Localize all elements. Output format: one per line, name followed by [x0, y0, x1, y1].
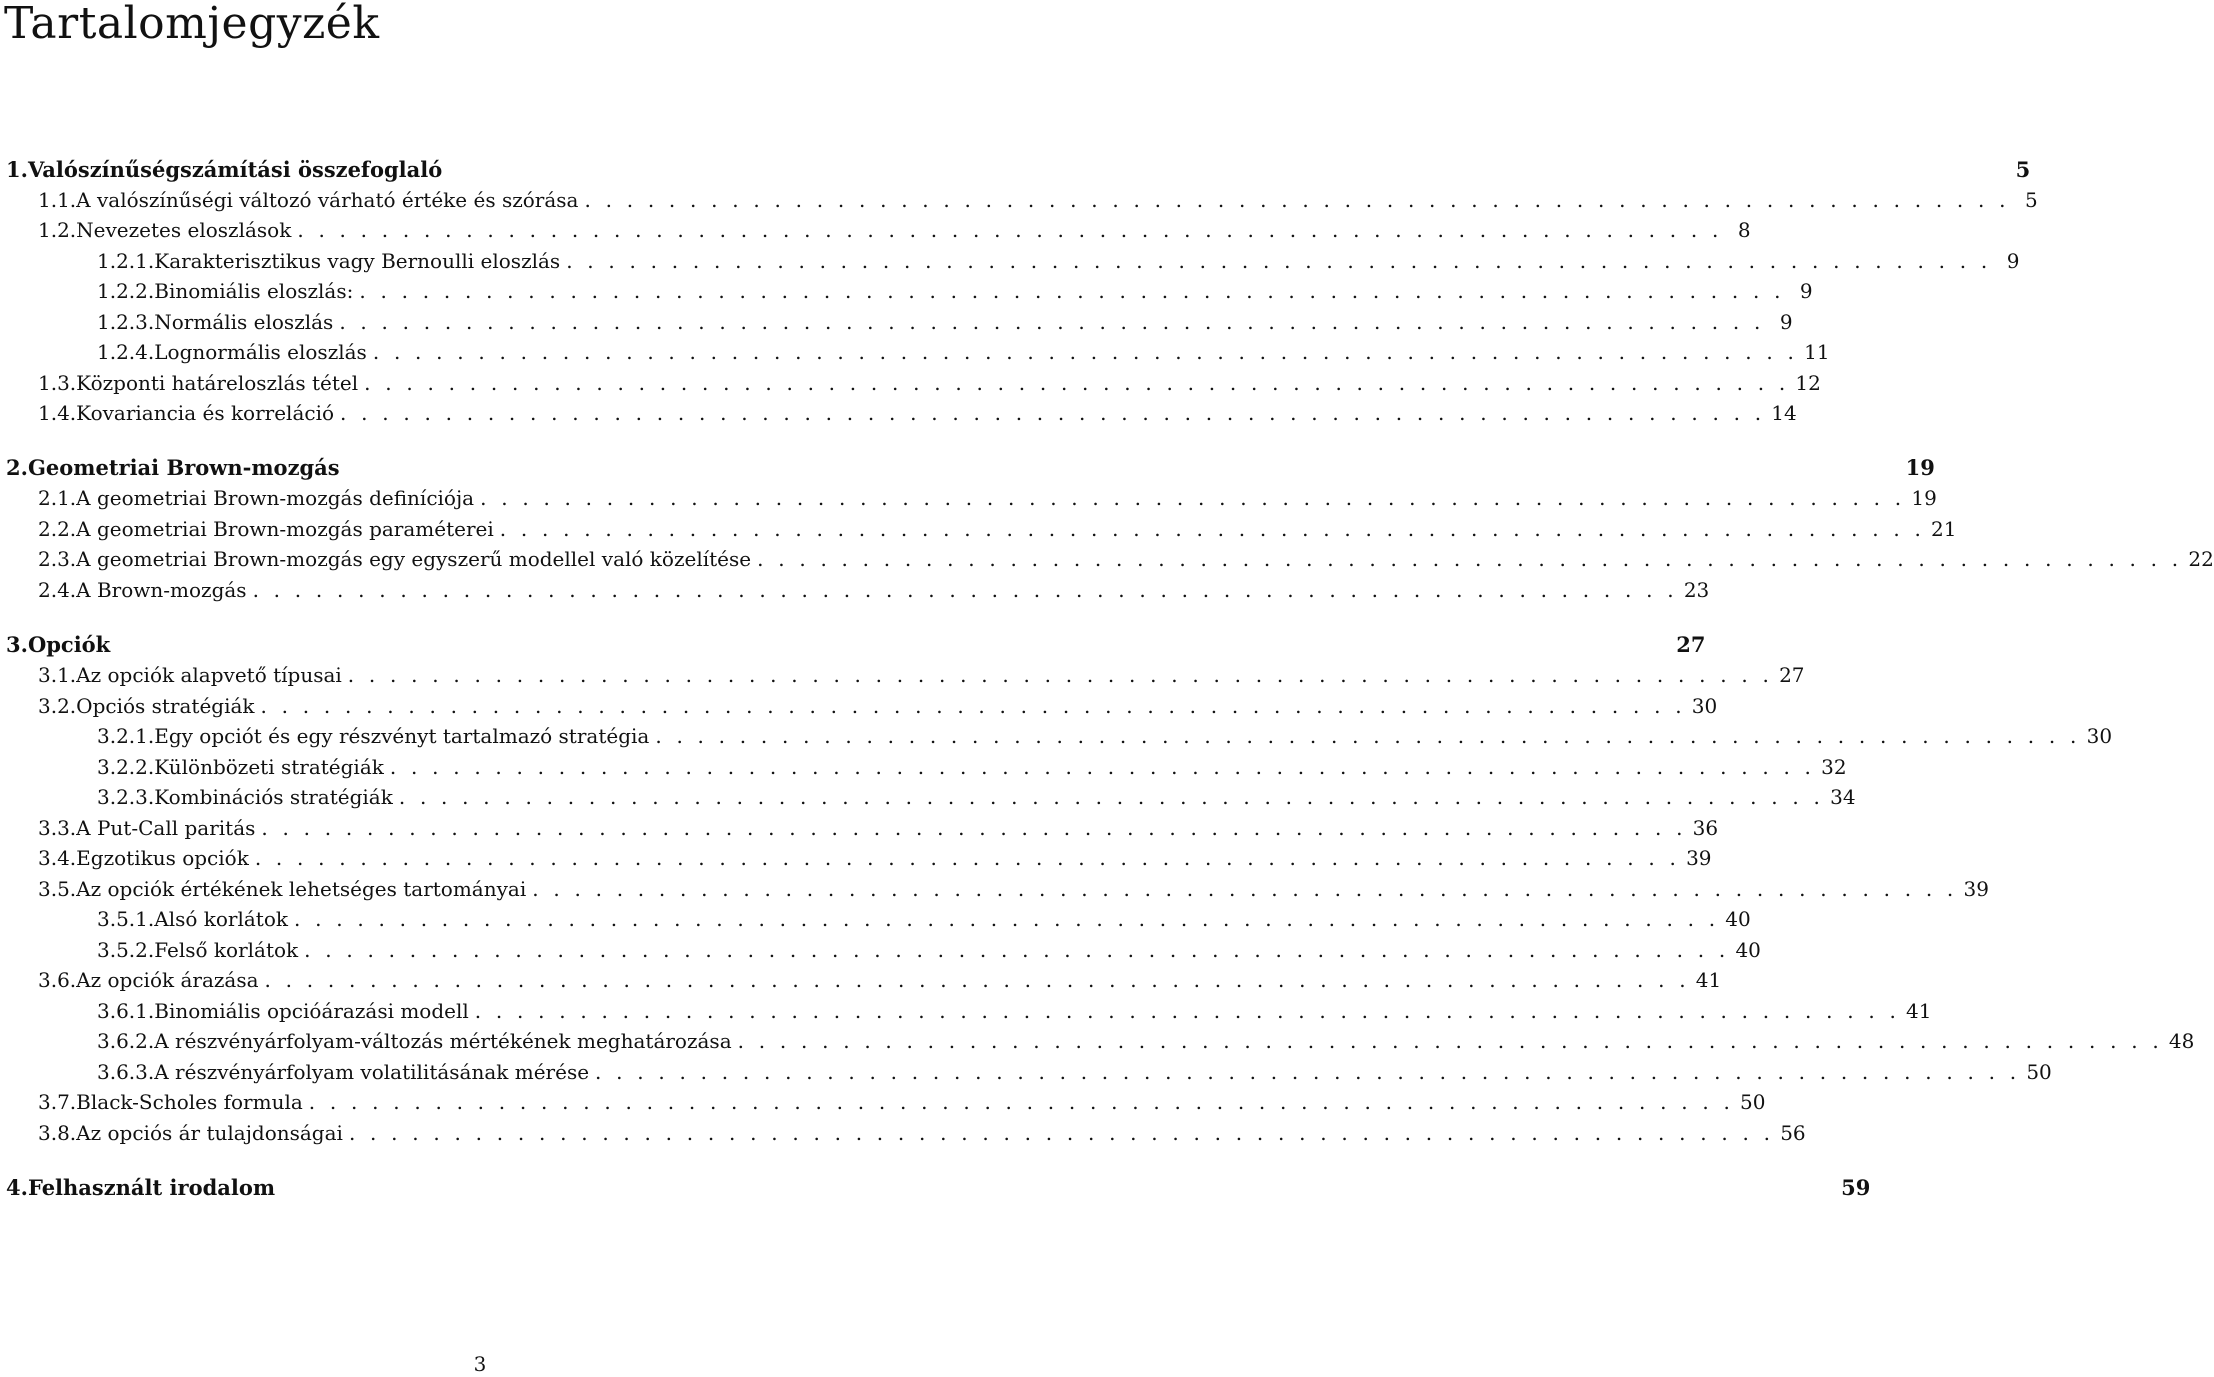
toc-entry-number: 3.6.	[38, 968, 77, 992]
toc-entry-page: 41	[1695, 968, 1722, 992]
toc-entry-page: 40	[1735, 938, 1761, 962]
toc-entry-number: 2.2.	[38, 517, 77, 541]
toc-entry-page: 22	[2188, 547, 2214, 571]
toc-entry-label: A geometriai Brown-mozgás paraméterei	[76, 517, 494, 541]
toc-entry-page: 11	[1804, 340, 1830, 364]
toc-entry-page: 50	[2026, 1060, 2052, 1084]
toc-entry[interactable]	[38, 877, 1989, 901]
toc-entry-page: 40	[1725, 907, 1751, 931]
toc-entry-number: 3.2.3.	[97, 785, 155, 809]
toc-entry-page: 30	[1691, 694, 1718, 718]
toc-entry-page: 32	[1821, 755, 1847, 779]
toc-entry-number: 1.2.3.	[97, 310, 155, 334]
toc-entry[interactable]	[97, 907, 1751, 931]
dot-leader: . . . . . . . . . . . . . . . . . . . . . . . . . . . . . . . . . . . . . . . . . . . . . . . . . . . . . . . . . . . . . . . . . . . .	[359, 279, 1785, 303]
toc-entry-page: 19	[1911, 486, 1937, 510]
dot-leader: . . . . . . . . . . . . . . . . . . . . . . . . . . . . . . . . . . . . . . . . . . . . . . . . . . . . . . . . . . . . . . . . . . . .	[364, 371, 1790, 395]
toc-entry-label: Az opciók értékének lehetséges tartományai	[76, 877, 527, 901]
toc-entry-page: 23	[1683, 578, 1710, 602]
toc-entry-page: 39	[1686, 846, 1712, 870]
toc-entry-page: 9	[1779, 310, 1793, 334]
dot-leader: . . . . . . . . . . . . . . . . . . . . . . . . . . . . . . . . . . . . . . . . . . . . . . . . . . . . . . . . . . . . . . . . . . . .	[297, 218, 1723, 242]
toc-entry-number: 3.5.2.	[97, 938, 155, 962]
toc-entry[interactable]	[97, 1060, 2052, 1084]
toc-entry-page: 5	[2015, 157, 2031, 182]
toc-entry[interactable]	[38, 578, 1710, 602]
toc-entry-label: A geometriai Brown-mozgás definíciója	[76, 486, 475, 510]
toc-entry[interactable]	[97, 249, 2020, 273]
toc-entry-number: 1.3.	[38, 371, 77, 395]
dot-leader: . . . . . . . . . . . . . . . . . . . . . . . . . . . . . . . . . . . . . . . . . . . . . . . . . . . . . . . . . . . . . . . . . . . .	[304, 938, 1730, 962]
toc-entry[interactable]	[38, 371, 1821, 395]
dot-leader: . . . . . . . . . . . . . . . . . . . . . . . . . . . . . . . . . . . . . . . . . . . . . . . . . . . . . . . . . . . . . . . . . . . .	[260, 694, 1686, 718]
toc-entry-page: 14	[1771, 401, 1797, 425]
toc-entry-label: A Put-Call paritás	[76, 816, 256, 840]
toc-entry-label: A Brown-mozgás	[76, 578, 247, 602]
toc-entry[interactable]	[38, 846, 1712, 870]
toc-entry-number: 1.4.	[38, 401, 77, 425]
toc-entry-number: 1.2.	[38, 218, 77, 242]
toc-entry-number: 4.	[6, 1175, 28, 1200]
page-number: 3	[473, 1352, 487, 1376]
toc-entry-number: 3.6.1.	[97, 999, 155, 1023]
toc-entry[interactable]	[38, 663, 1805, 687]
toc-entry-label: Az opciók árazása	[76, 968, 259, 992]
toc-entry-page: 27	[1779, 663, 1805, 687]
toc-entry-number: 3.5.	[38, 877, 77, 901]
toc-entry-number: 3.2.	[38, 694, 77, 718]
toc-entry-number: 3.2.1.	[97, 724, 155, 748]
dot-leader: . . . . . . . . . . . . . . . . . . . . . . . . . . . . . . . . . . . . . . . . . . . . . . . . . . . . . . . . . . . . . . . . . . . .	[340, 401, 1766, 425]
toc-entry-label: Normális eloszlás	[154, 310, 334, 334]
toc-entry-number: 1.1.	[38, 188, 77, 212]
toc-entry[interactable]	[38, 816, 1719, 840]
toc-entry-label: Felső korlátok	[154, 938, 299, 962]
toc-entry-page: 56	[1780, 1121, 1806, 1145]
toc-entry-label: Karakterisztikus vagy Bernoulli eloszlás	[154, 249, 561, 273]
dot-leader: . . . . . . . . . . . . . . . . . . . . . . . . . . . . . . . . . . . . . . . . . . . . . . . . . . . . . . . . . . . . . . . . . . . .	[566, 249, 1992, 273]
toc-entry-page: 8	[1737, 218, 1751, 242]
toc-entry-page: 12	[1795, 371, 1821, 395]
toc-chapter[interactable]	[6, 632, 1706, 657]
toc-entry-number: 3.6.3.	[97, 1060, 155, 1084]
toc-entry[interactable]	[38, 188, 2038, 212]
toc-entry-number: 1.2.4.	[97, 340, 155, 364]
toc-entry[interactable]	[38, 547, 2214, 571]
toc-entry-label: A részvényárfolyam-változás mértékének meghatározása	[154, 1029, 732, 1053]
toc-entry-label: Felhasznált irodalom	[27, 1175, 276, 1200]
dot-leader: . . . . . . . . . . . . . . . . . . . . . . . . . . . . . . . . . . . . . . . . . . . . . . . . . . . . . . . . . . . . . . . . . . . .	[252, 578, 1678, 602]
toc-entry-label: Kombinációs stratégiák	[154, 785, 393, 809]
toc-entry-label: Különbözeti stratégiák	[154, 755, 384, 779]
toc-entry-page: 9	[2006, 249, 2020, 273]
toc-entry-page: 27	[1676, 632, 1706, 657]
toc-entry-number: 1.2.1.	[97, 249, 155, 273]
dot-leader: . . . . . . . . . . . . . . . . . . . . . . . . . . . . . . . . . . . . . . . . . . . . . . . . . . . . . . . . . . . . . . . . . . . .	[372, 340, 1799, 364]
toc-entry-label: Alsó korlátok	[154, 907, 288, 931]
toc-entry-number: 3.1.	[38, 663, 77, 687]
toc-entry-number: 3.8.	[38, 1121, 77, 1145]
toc-entry-page: 30	[2086, 724, 2113, 748]
toc-entry-page: 50	[1740, 1090, 1766, 1114]
toc-entry-label: Lognormális eloszlás	[154, 340, 367, 364]
toc-entry-label: Nevezetes eloszlások	[76, 218, 292, 242]
page-title: Tartalomjegyzék	[4, 0, 380, 49]
dot-leader: . . . . . . . . . . . . . . . . . . . . . . . . . . . . . . . . . . . . . . . . . . . . . . . . . . . . . . . . . . . . . . . . . . . .	[254, 846, 1681, 870]
toc-entry-page: 59	[1841, 1175, 1871, 1200]
toc-entry-page: 48	[2168, 1029, 2195, 1053]
toc-entry-number: 2.1.	[38, 486, 77, 510]
toc-entry-label: Az opciós ár tulajdonságai	[76, 1121, 343, 1145]
dot-leader: . . . . . . . . . . . . . . . . . . . . . . . . . . . . . . . . . . . . . . . . . . . . . . . . . . . . . . . . . . . . . . . . . . . .	[339, 310, 1765, 334]
toc-entry-label: Valószínűségszámítási összefoglaló	[27, 157, 443, 182]
toc-entry-number: 3.4.	[38, 846, 77, 870]
toc-entry[interactable]	[38, 401, 1797, 425]
toc-entry[interactable]	[38, 968, 1722, 992]
toc-entry-number: 3.3.	[38, 816, 77, 840]
dot-leader: . . . . . . . . . . . . . . . . . . . . . . . . . . . . . . . . . . . . . . . . . . . . . . . . . . . . . . . . . . . . . . . . . . . .	[294, 907, 1720, 931]
toc-entry-number: 1.2.2.	[97, 279, 155, 303]
toc-entry[interactable]	[97, 310, 1793, 334]
toc-entry-label: Az opciók alapvető típusai	[76, 663, 342, 687]
toc-entry[interactable]	[97, 279, 1813, 303]
dot-leader: . . . . . . . . . . . . . . . . . . . . . . . . . . . . . . . . . . . . . . . . . . . . . . . . . . . . . . . . . . . . . . . . . . . .	[308, 1090, 1735, 1114]
toc-entry-label: Központi határeloszlás tétel	[76, 371, 359, 395]
toc-entry-number: 3.7.	[38, 1090, 77, 1114]
dot-leader: . . . . . . . . . . . . . . . . . . . . . . . . . . . . . . . . . . . . . . . . . . . . . . . . . . . . . . . . . . . . . . . . . . . .	[737, 1029, 2163, 1053]
toc-entry[interactable]	[38, 218, 1751, 242]
toc-entry-label: Binomiális eloszlás:	[154, 279, 354, 303]
toc-entry[interactable]	[97, 938, 1761, 962]
toc-entry-label: A részvényárfolyam volatilitásának mérése	[154, 1060, 590, 1084]
toc-entry[interactable]	[97, 785, 1856, 809]
toc-entry-number: 3.6.2.	[97, 1029, 155, 1053]
toc-entry-label: Binomiális opcióárazási modell	[154, 999, 469, 1023]
dot-leader: . . . . . . . . . . . . . . . . . . . . . . . . . . . . . . . . . . . . . . . . . . . . . . . . . . . . . . . . . . . . . . . . . . . .	[584, 188, 2010, 212]
dot-leader: . . . . . . . . . . . . . . . . . . . . . . . . . . . . . . . . . . . . . . . . . . . . . . . . . . . . . . . . . . . . . . . . . . . .	[474, 999, 1901, 1023]
toc-entry-number: 1.	[6, 157, 28, 182]
toc-entry[interactable]	[97, 999, 1932, 1023]
toc-chapter[interactable]	[6, 1175, 1871, 1200]
dot-leader: . . . . . . . . . . . . . . . . . . . . . . . . . . . . . . . . . . . . . . . . . . . . . . . . . . . . . . . . . . . . . . . . . . . .	[261, 816, 1687, 840]
toc-entry-label: Opciók	[27, 632, 111, 657]
toc-entry-page: 9	[1799, 279, 1813, 303]
dot-leader: . . . . . . . . . . . . . . . . . . . . . . . . . . . . . . . . . . . . . . . . . . . . . . . . . . . . . . . . . . . . . . . . . . . .	[264, 968, 1690, 992]
toc-entry-label: Geometriai Brown-mozgás	[27, 455, 340, 480]
toc-entry-number: 2.	[6, 455, 28, 480]
toc-entry-number: 3.2.2.	[97, 755, 155, 779]
toc-entry-page: 39	[1963, 877, 1989, 901]
toc-entry-label: Black-Scholes formula	[76, 1090, 303, 1114]
toc-entry[interactable]	[38, 486, 1937, 510]
dot-leader: . . . . . . . . . . . . . . . . . . . . . . . . . . . . . . . . . . . . . . . . . . . . . . . . . . . . . . . . . . . . . . . . . . . .	[532, 877, 1958, 901]
toc-entry-label: Egzotikus opciók	[76, 846, 249, 870]
toc-entry-page: 19	[1905, 455, 1935, 480]
toc-entry-page: 5	[2025, 188, 2038, 212]
toc-entry[interactable]	[97, 755, 1847, 779]
toc-entry-number: 3.	[6, 632, 28, 657]
toc-entry[interactable]	[97, 724, 2113, 748]
toc-entry-page: 41	[1906, 999, 1932, 1023]
dot-leader: . . . . . . . . . . . . . . . . . . . . . . . . . . . . . . . . . . . . . . . . . . . . . . . . . . . . . . . . . . . . . . . . . . . .	[757, 547, 2183, 571]
toc-entry[interactable]	[38, 1090, 1766, 1114]
toc-entry-label: Opciós stratégiák	[76, 694, 255, 718]
toc-entry[interactable]	[38, 694, 1718, 718]
dot-leader: . . . . . . . . . . . . . . . . . . . . . . . . . . . . . . . . . . . . . . . . . . . . . . . . . . . . . . . . . . . . . . . . . . . .	[398, 785, 1825, 809]
dot-leader: . . . . . . . . . . . . . . . . . . . . . . . . . . . . . . . . . . . . . . . . . . . . . . . . . . . . . . . . . . . . . . . . . . . .	[499, 517, 1926, 541]
toc-entry[interactable]	[38, 1121, 1806, 1145]
toc-entry-page: 21	[1931, 517, 1957, 541]
dot-leader: . . . . . . . . . . . . . . . . . . . . . . . . . . . . . . . . . . . . . . . . . . . . . . . . . . . . . . . . . . . . . . . . . . . .	[655, 724, 2081, 748]
toc-chapter[interactable]	[6, 455, 1935, 480]
dot-leader: . . . . . . . . . . . . . . . . . . . . . . . . . . . . . . . . . . . . . . . . . . . . . . . . . . . . . . . . . . . . . . . . . . . .	[595, 1060, 2021, 1084]
toc-entry-number: 3.5.1.	[97, 907, 155, 931]
dot-leader: . . . . . . . . . . . . . . . . . . . . . . . . . . . . . . . . . . . . . . . . . . . . . . . . . . . . . . . . . . . . . . . . . . . .	[348, 1121, 1775, 1145]
toc-entry-number: 2.4.	[38, 578, 77, 602]
dot-leader: . . . . . . . . . . . . . . . . . . . . . . . . . . . . . . . . . . . . . . . . . . . . . . . . . . . . . . . . . . . . . . . . . . . .	[480, 486, 1906, 510]
toc-entry-label: Kovariancia és korreláció	[76, 401, 335, 425]
dot-leader: . . . . . . . . . . . . . . . . . . . . . . . . . . . . . . . . . . . . . . . . . . . . . . . . . . . . . . . . . . . . . . . . . . . .	[389, 755, 1816, 779]
toc-entry-label: Egy opciót és egy részvényt tartalmazó stratégia	[154, 724, 650, 748]
toc-entry-page: 36	[1692, 816, 1719, 840]
dot-leader: . . . . . . . . . . . . . . . . . . . . . . . . . . . . . . . . . . . . . . . . . . . . . . . . . . . . . . . . . . . . . . . . . . . .	[347, 663, 1774, 687]
toc-entry-page: 34	[1830, 785, 1856, 809]
toc-entry-label: A valószínűségi változó várható értéke és szórása	[76, 188, 579, 212]
toc-entry[interactable]	[97, 1029, 2195, 1053]
toc-entry-number: 2.3.	[38, 547, 77, 571]
toc-entry-label: A geometriai Brown-mozgás egy egyszerű modellel való közelítése	[76, 547, 752, 571]
toc-entry[interactable]	[97, 340, 1830, 364]
toc-chapter[interactable]	[6, 157, 2031, 182]
toc-entry[interactable]	[38, 517, 1957, 541]
